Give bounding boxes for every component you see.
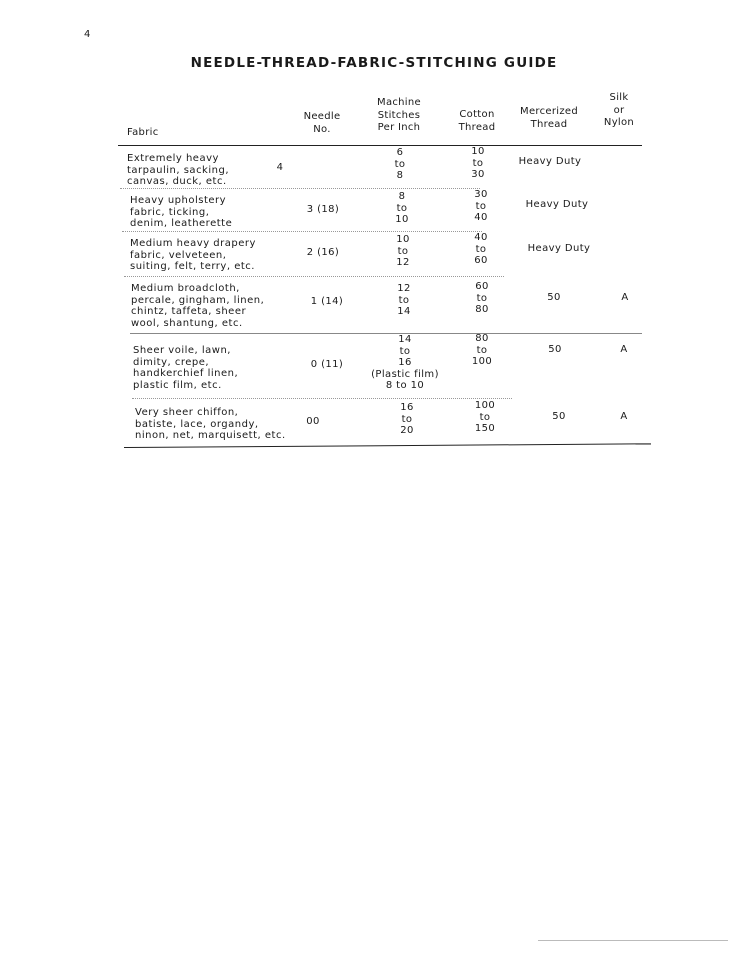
fabric-line: chintz, taffeta, sheer: [131, 306, 247, 317]
fabric-line: fabric, ticking,: [130, 206, 210, 218]
header-machine: [370, 97, 428, 135]
header-cotton-line: Cotton: [459, 109, 495, 120]
mercerized-cell: Heavy Duty: [527, 243, 591, 254]
machine-line: 8 to 10: [385, 380, 425, 391]
fabric-line: Heavy upholstery: [130, 195, 227, 206]
machine-line: 20: [400, 425, 414, 436]
cotton-cell: [466, 189, 496, 224]
machine-cell: [377, 402, 437, 437]
header-machine-line: Stitches: [377, 109, 421, 121]
machine-line: to: [397, 245, 409, 257]
fabric-line: Medium heavy drapery: [130, 238, 256, 249]
fabric-line: ninon, net, marquisett, etc.: [135, 430, 286, 441]
machine-line: 16: [398, 357, 412, 368]
machine-cell: [362, 334, 448, 392]
fabric-line: canvas, duck, etc.: [127, 176, 227, 187]
fabric-line: denim, leatherette: [130, 218, 233, 229]
fabric-cell: [130, 238, 256, 273]
cotton-line: to: [479, 411, 491, 423]
machine-cell: [372, 191, 432, 226]
page-title: NEEDLE-THREAD-FABRIC-STITCHING GUIDE: [190, 55, 558, 71]
machine-line: to: [396, 202, 408, 214]
needle-cell: 00: [306, 416, 320, 427]
machine-line: to: [401, 413, 413, 425]
header-silk-line: Nylon: [603, 117, 635, 128]
fabric-line: wool, shantung, etc.: [131, 317, 243, 329]
machine-line: 10: [395, 214, 409, 225]
fabric-cell: [135, 407, 286, 442]
needle-cell: 2 (16): [306, 247, 340, 258]
page-number: 4: [84, 29, 91, 40]
machine-cell: [370, 147, 430, 182]
cotton-cell: [463, 146, 493, 181]
cotton-line: 80: [475, 333, 489, 344]
fabric-line: Sheer voile, lawn,: [133, 345, 231, 356]
table-row: [0, 333, 738, 398]
header-fabric-line: Fabric: [127, 127, 159, 138]
machine-cell: [374, 283, 434, 318]
cotton-line: 40: [474, 212, 488, 223]
machine-line: 6: [396, 147, 404, 158]
machine-line: to: [398, 294, 410, 306]
machine-line: 12: [396, 257, 410, 268]
needle-cell: 1 (14): [310, 296, 344, 307]
machine-line: 8: [396, 170, 404, 181]
needle-cell: 3 (18): [306, 204, 340, 215]
header-silk-line: Silk: [609, 92, 629, 103]
cotton-line: 80: [475, 304, 489, 315]
cotton-line: 100: [471, 356, 493, 367]
machine-line: to: [394, 158, 406, 170]
header-fabric: [127, 127, 159, 140]
cotton-cell: [468, 400, 502, 435]
scan-edge-line: [538, 940, 728, 941]
cotton-line: 30: [471, 169, 485, 180]
mercerized-cell: Heavy Duty: [525, 199, 589, 210]
cotton-line: to: [475, 200, 487, 212]
mercerized-cell: 50: [552, 411, 566, 422]
cotton-cell: [467, 333, 497, 368]
silk-cell: A: [620, 411, 628, 422]
needle-cell: 0 (11): [310, 359, 344, 370]
fabric-line: tarpaulin, sacking,: [127, 164, 229, 176]
fabric-line: Extremely heavy: [127, 153, 219, 164]
header-machine-line: Machine: [377, 97, 421, 108]
fabric-line: fabric, velveteen,: [130, 249, 227, 261]
machine-line: 14: [397, 306, 411, 317]
fabric-cell: [130, 195, 232, 230]
cotton-line: 60: [475, 281, 489, 292]
header-mercerized: [512, 106, 586, 131]
header-machine-line: Per Inch: [377, 122, 421, 133]
table-row: [0, 276, 738, 336]
cotton-cell: [466, 232, 496, 267]
fabric-line: Medium broadcloth,: [131, 283, 240, 294]
mercerized-cell: Heavy Duty: [518, 156, 582, 167]
machine-line: (Plastic film): [371, 368, 439, 380]
machine-line: to: [399, 345, 411, 357]
header-silk-line: or: [613, 104, 625, 116]
machine-line: 8: [398, 191, 406, 202]
fabric-line: percale, gingham, linen,: [131, 294, 265, 306]
fabric-cell: [133, 345, 238, 391]
fabric-line: Very sheer chiffon,: [135, 407, 239, 418]
header-cotton-line: Thread: [458, 121, 496, 133]
fabric-cell: [131, 283, 264, 329]
header-mercerized-line: Thread: [530, 118, 568, 130]
cotton-line: to: [472, 157, 484, 169]
machine-line: 12: [397, 283, 411, 294]
fabric-line: plastic film, etc.: [133, 379, 222, 391]
machine-line: 10: [396, 234, 410, 245]
fabric-line: batiste, lace, organdy,: [135, 418, 259, 430]
fabric-cell: [127, 153, 229, 188]
fabric-line: dimity, crepe,: [133, 356, 210, 368]
mercerized-cell: 50: [548, 344, 562, 355]
cotton-line: 60: [474, 255, 488, 266]
header-cotton: [454, 109, 500, 134]
machine-line: 14: [398, 334, 412, 345]
machine-line: 16: [400, 402, 414, 413]
cotton-line: 100: [474, 400, 496, 411]
needle-cell: 4: [276, 162, 284, 173]
cotton-line: 40: [474, 232, 488, 243]
cotton-line: to: [475, 243, 487, 255]
header-needle-line: Needle: [303, 111, 341, 122]
cotton-cell: [467, 281, 497, 316]
table-row: [0, 398, 738, 458]
cotton-line: 150: [474, 423, 496, 434]
machine-cell: [373, 234, 433, 269]
cotton-line: 10: [471, 146, 485, 157]
fabric-line: handkerchief linen,: [133, 368, 239, 379]
header-mercerized-line: Mercerized: [520, 106, 578, 117]
header-needle: [300, 111, 344, 136]
fabric-line: suiting, felt, terry, etc.: [130, 261, 255, 272]
silk-cell: A: [620, 344, 628, 355]
cotton-line: to: [476, 344, 488, 356]
header-needle-line: No.: [313, 123, 331, 135]
cotton-line: 30: [474, 189, 488, 200]
cotton-line: to: [476, 292, 488, 304]
silk-cell: A: [621, 292, 629, 303]
header-silk: [598, 92, 640, 130]
mercerized-cell: 50: [547, 292, 561, 303]
